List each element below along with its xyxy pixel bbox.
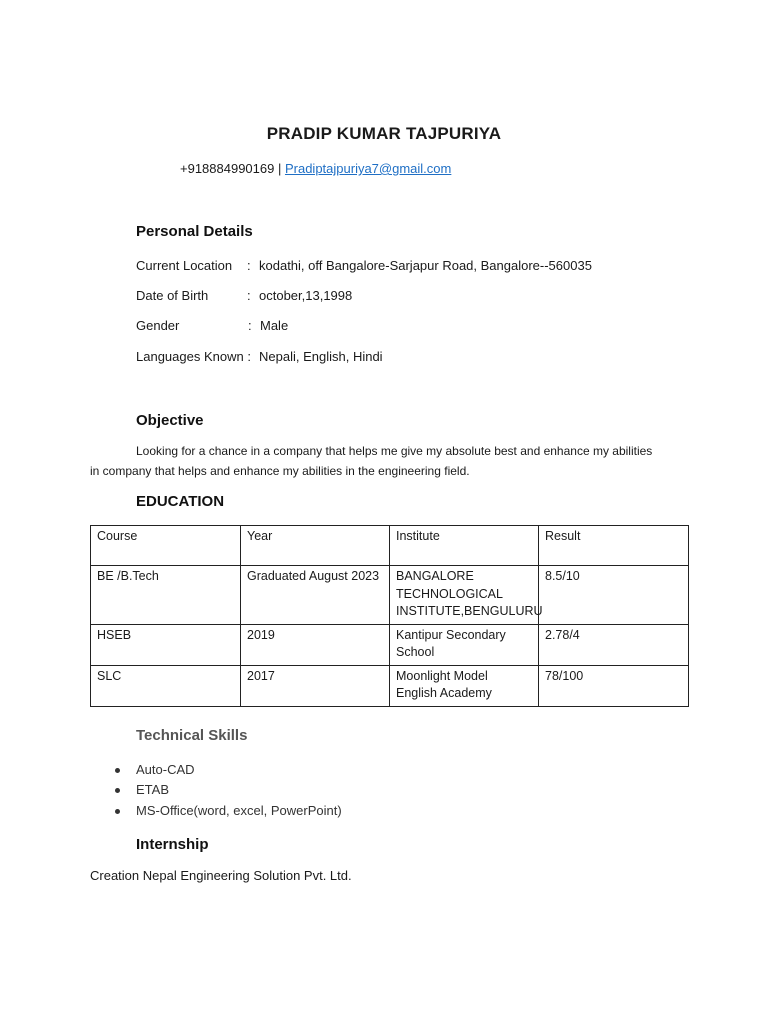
cell-year: Graduated August 2023 [241, 566, 390, 625]
cell-institute: BANGALORE TECHNOLOGICAL INSTITUTE,BENGULURU [390, 566, 539, 625]
table-header-row [91, 526, 689, 566]
contact-line [180, 161, 451, 176]
cell-result: 78/100 [539, 665, 689, 706]
cell-institute: Moonlight Model English Academy [390, 665, 539, 706]
detail-row-location [136, 258, 736, 276]
detail-row-dob [136, 288, 736, 306]
detail-label: Current Location [136, 258, 233, 273]
detail-row-languages [136, 349, 736, 367]
objective-heading: Objective [136, 412, 204, 429]
column-header-year: Year [241, 526, 390, 566]
detail-value: kodathi, off Bangalore-Sarjapur Road, Bangalore--560035 [259, 258, 592, 273]
detail-label: Gender [136, 318, 180, 333]
column-header-course: Course [91, 526, 241, 566]
education-table [90, 525, 689, 707]
detail-value: Male [260, 318, 289, 333]
cell-year: 2017 [241, 665, 390, 706]
objective-line-1: Looking for a chance in a company that helps me give my absolute best and enhance my abilities [136, 444, 653, 458]
detail-separator: : [247, 258, 251, 273]
column-header-institute: Institute [390, 526, 539, 566]
column-header-result: Result [539, 526, 689, 566]
detail-separator: : [248, 318, 252, 333]
personal-details-heading: Personal Details [136, 223, 253, 240]
cell-course: BE /B.Tech [91, 566, 241, 625]
table-row [91, 624, 689, 665]
skill-item: ETAB [136, 782, 169, 797]
detail-value: Nepali, English, Hindi [259, 349, 383, 364]
resume-name: PRADIP KUMAR TAJPURIYA [266, 124, 502, 143]
table-row [91, 665, 689, 706]
skill-item: Auto-CAD [136, 762, 195, 777]
cell-institute: Kantipur Secondary School [390, 624, 539, 665]
cell-result: 2.78/4 [539, 624, 689, 665]
internship-company: Creation Nepal Engineering Solution Pvt. Ltd. [90, 868, 352, 883]
detail-label: Date of Birth [136, 288, 209, 303]
detail-label: Languages Known : [136, 349, 251, 364]
education-heading: EDUCATION [136, 493, 225, 510]
bullet-icon [115, 788, 120, 793]
detail-value: october,13,1998 [259, 288, 353, 303]
detail-row-gender [136, 318, 736, 336]
bullet-icon [115, 809, 120, 814]
detail-separator: : [247, 288, 251, 303]
objective-line-2: in company that helps and enhance my abilities in the engineering field. [90, 464, 470, 478]
bullet-icon [115, 768, 120, 773]
cell-course: HSEB [91, 624, 241, 665]
email-link[interactable]: Pradiptajpuriya7@gmail.com [284, 161, 452, 176]
contact-separator: | [274, 161, 285, 176]
technical-skills-heading: Technical Skills [136, 727, 248, 744]
internship-heading: Internship [136, 836, 209, 853]
cell-year: 2019 [241, 624, 390, 665]
skill-item: MS-Office(word, excel, PowerPoint) [136, 803, 342, 818]
phone-number: +918884990169 [180, 161, 275, 176]
table-row [91, 566, 689, 625]
cell-result: 8.5/10 [539, 566, 689, 625]
cell-course: SLC [91, 665, 241, 706]
